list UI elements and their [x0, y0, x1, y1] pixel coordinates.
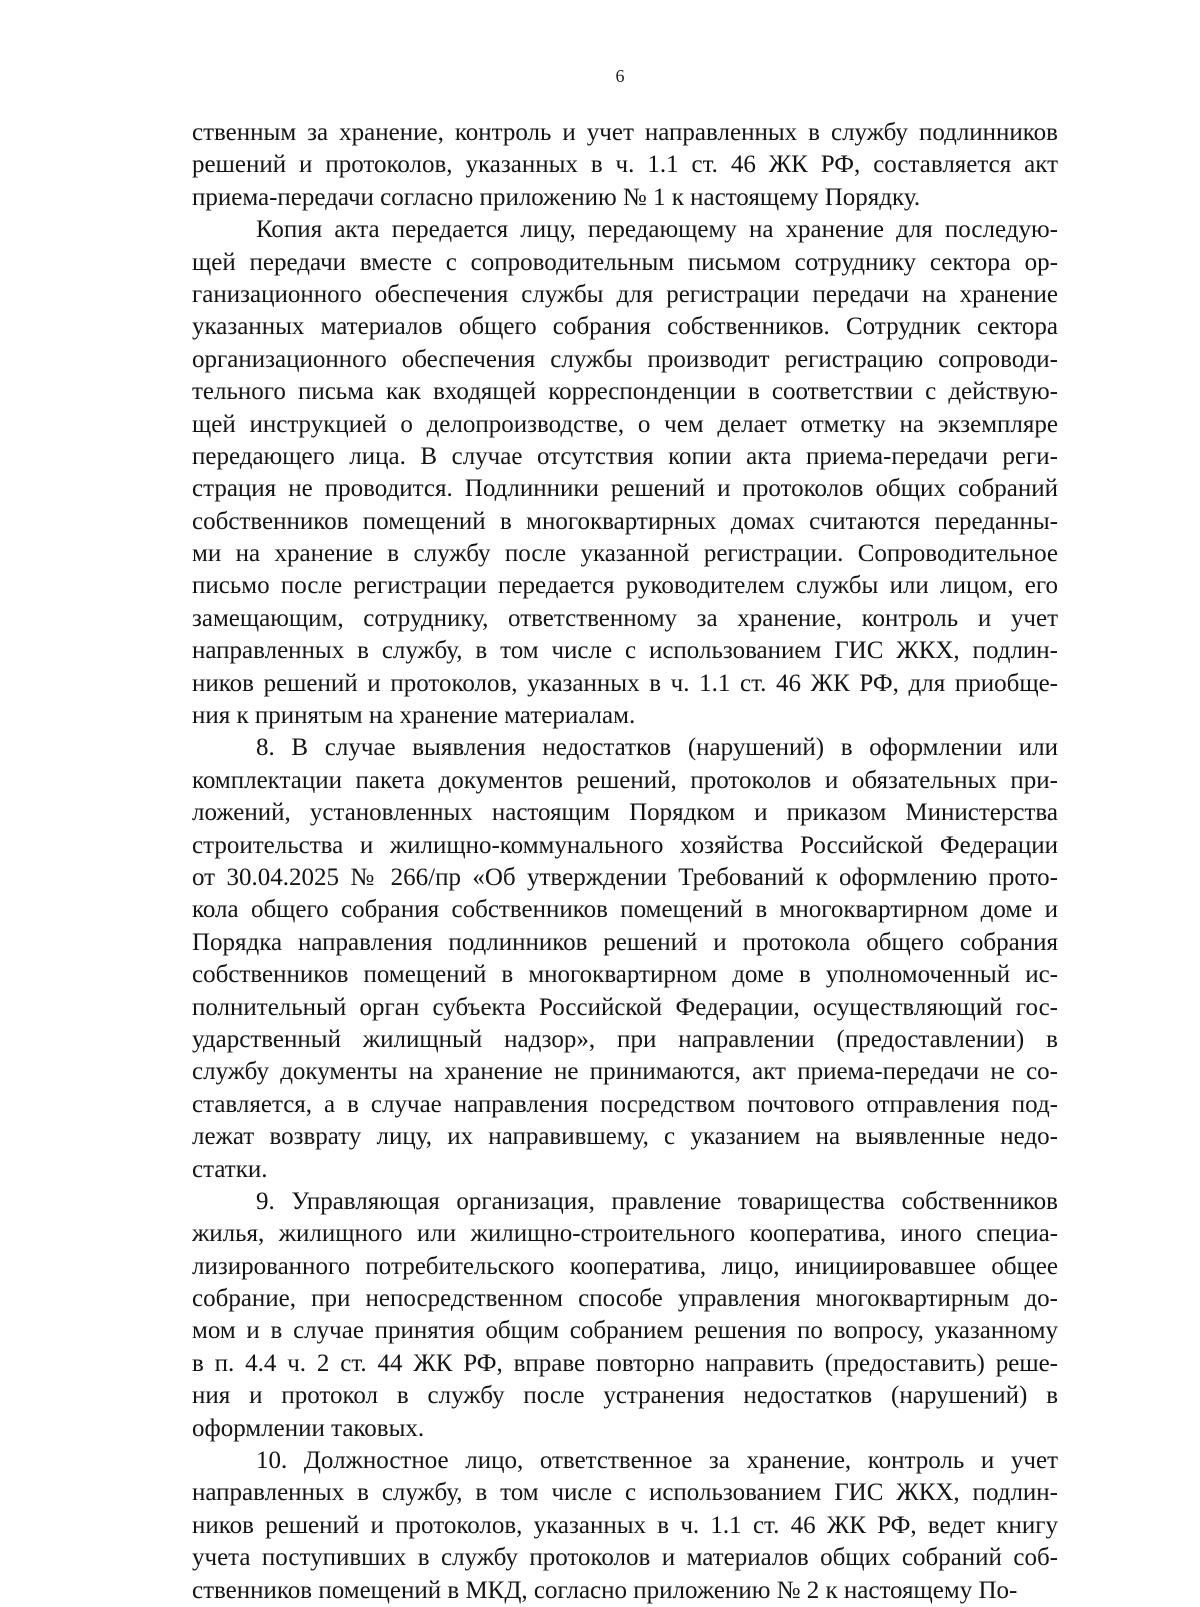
text-line: статки. [192, 1155, 268, 1183]
text-line: ния к принятым на хранение материалам. [192, 702, 636, 730]
text-line: кола общего собрания собственников помещений в многоквартирном доме и [192, 896, 1058, 924]
text-line: учета поступивших в службу протоколов и материалов общих собраний соб- [192, 1544, 1058, 1572]
text-line: указанных материалов общего собрания собственников. Сотрудник сектора [192, 313, 1058, 341]
text-line: лежат возврату лицу, их направившему, с указанием на выявленные недо- [192, 1123, 1058, 1151]
text-line: замещающим, сотруднику, ответственному за хранение, контроль и учет [192, 604, 1058, 632]
text-line: ния и протокол в службу после устранения недостатков (нарушений) в [192, 1382, 1058, 1410]
text-line: ложений, установленных настоящим Порядком и приказом Министерства [192, 799, 1058, 827]
text-line: страция не проводится. Подлинники решений и протоколов общих собраний [192, 475, 1058, 503]
text-line: в п. 4.4 ч. 2 ст. 44 ЖК РФ, вправе повторно направить (предоставить) реше- [192, 1349, 1058, 1377]
page-number: 6 [615, 66, 625, 86]
text-line: от 30.04.2025 № 266/пр «Об утверждении Требований к оформлению прото- [192, 863, 1058, 891]
text-line: тельного письма как входящей корреспонденции в соответствии с действую- [192, 378, 1058, 406]
text-line: передающего лица. В случае отсутствия копии акта приема-передачи реги- [192, 442, 1058, 470]
text-line: ников решений и протоколов, указанных в ч. 1.1 ст. 46 ЖК РФ, ведет книгу [192, 1511, 1058, 1539]
text-line: приема-передачи согласно приложению № 1 к настоящему Порядку. [192, 183, 921, 211]
text-line: организационного обеспечения службы производит регистрацию сопроводи- [192, 345, 1058, 373]
paragraph [192, 732, 1058, 1185]
text-line: ударственный жилищный надзор», при направлении (предоставлении) в [192, 1025, 1058, 1053]
paragraph [192, 117, 1058, 214]
text-line: ганизационного обеспечения службы для регистрации передачи на хранение [192, 280, 1058, 308]
text-line: оформлении таковых. [192, 1414, 425, 1442]
paragraph [192, 1186, 1058, 1445]
text-line: направленных в службу, в том числе с использованием ГИС ЖКХ, подлин- [192, 1479, 1058, 1507]
text-line: службу документы на хранение не принимаются, акт приема-передачи не со- [192, 1058, 1058, 1086]
text-line: 9. Управляющая организация, правление товарищества собственников [256, 1187, 1058, 1215]
text-line: Копия акта передается лицу, передающему на хранение для последую- [256, 216, 1058, 244]
text-line: полнительный орган субъекта Российской Федерации, осуществляющий гос- [192, 993, 1058, 1021]
text-line: собственников помещений в многоквартирном доме в уполномоченный ис- [192, 961, 1058, 989]
document-body [192, 117, 1058, 1607]
text-line: 10. Должностное лицо, ответственное за хранение, контроль и учет [256, 1447, 1058, 1475]
text-line: строительства и жилищно-коммунального хозяйства Российской Федерации [192, 831, 1058, 859]
text-line: собственников помещений в многоквартирных домах считаются переданны- [192, 507, 1058, 535]
text-line: мом и в случае принятия общим собранием решения по вопросу, указанному [192, 1317, 1058, 1345]
text-line: направленных в службу, в том числе с использованием ГИС ЖКХ, подлин- [192, 637, 1058, 665]
text-line: ственным за хранение, контроль и учет направленных в службу подлинников [192, 119, 1058, 146]
text-line: письмо после регистрации передается руководителем службы или лицом, его [192, 572, 1058, 600]
text-line: лизированного потребительского кооператива, лицо, инициировавшее общее [192, 1252, 1058, 1280]
text-line: ников решений и протоколов, указанных в ч. 1.1 ст. 46 ЖК РФ, для приобще- [192, 669, 1058, 697]
text-line: комплектации пакета документов решений, протоколов и обязательных при- [192, 766, 1058, 794]
text-line: ми на хранение в службу после указанной регистрации. Сопроводительное [192, 540, 1058, 568]
text-line: щей передачи вместе с сопроводительным письмом сотруднику сектора ор- [192, 248, 1058, 276]
text-line: щей инструкцией о делопроизводстве, о чем делает отметку на экземпляре [192, 410, 1058, 438]
paragraph [192, 214, 1058, 732]
text-line: жилья, жилищного или жилищно-строительного кооператива, иного специа- [192, 1220, 1058, 1248]
text-line: ставляется, а в случае направления посредством почтового отправления под- [192, 1090, 1058, 1118]
text-line: собрание, при непосредственном способе управления многоквартирным до- [192, 1285, 1058, 1313]
text-line: решений и протоколов, указанных в ч. 1.1 ст. 46 ЖК РФ, составляется акт [192, 151, 1058, 179]
paragraph [192, 1445, 1058, 1607]
text-line: Порядка направления подлинников решений и протокола общего собрания [192, 928, 1058, 956]
text-line: 8. В случае выявления недостатков (нарушений) в оформлении или [256, 734, 1058, 762]
text-line: ственников помещений в МКД, согласно приложению № 2 к настоящему По- [192, 1576, 1018, 1604]
